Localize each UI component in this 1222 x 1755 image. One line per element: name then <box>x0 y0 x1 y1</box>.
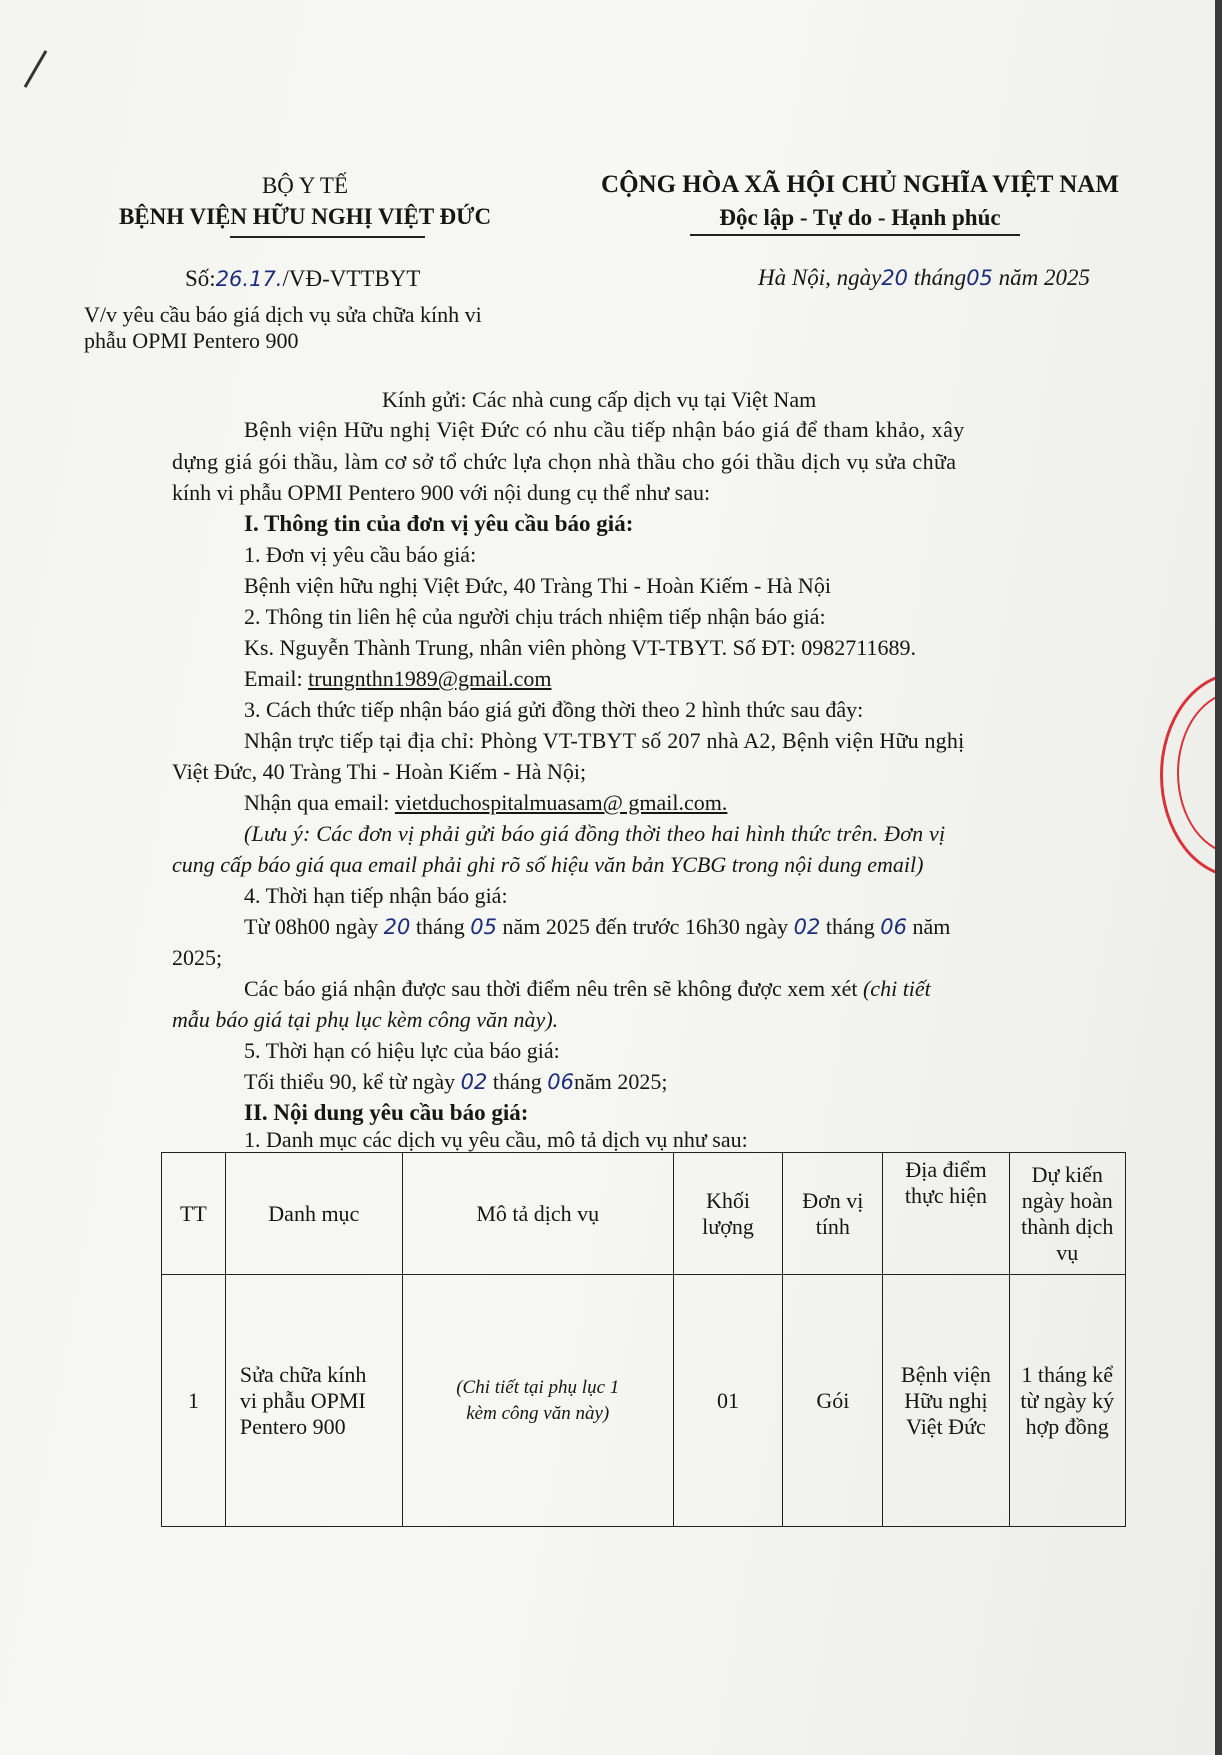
s1-item3-label: 3. Cách thức tiếp nhận báo giá gửi đồng thời theo 2 hình thức sau đây: <box>244 697 864 722</box>
s1-email-line: Email: trungnthn1989@gmail.com <box>244 666 552 691</box>
s1-note-1: (Lưu ý: Các đơn vị phải gửi báo giá đồng thời theo hai hình thức trên. Đơn vị <box>244 821 946 846</box>
s1-item2-value: Ks. Nguyễn Thành Trung, nhân viên phòng VT-TBYT. Số ĐT: 0982711689. <box>244 635 916 660</box>
hospital-name: BỆNH VIỆN HỮU NGHỊ VIỆT ĐỨC <box>118 204 492 229</box>
intro-line-1: Bệnh viện Hữu nghị Việt Đức có nhu cầu tiếp nhận báo giá để tham khảo, xây <box>244 417 965 442</box>
th-category: Danh mục <box>225 1153 402 1275</box>
s1-note-2: cung cấp báo giá qua email phải ghi rõ số hiệu văn bản YCBG trong nội dung email) <box>172 852 924 877</box>
section-1-heading: I. Thông tin của đơn vị yêu cầu báo giá: <box>244 511 634 536</box>
s1-late-line-2: mẫu báo giá tại phụ lục kèm công văn này). <box>172 1007 559 1032</box>
ministry-name: BỘ Y TẾ <box>261 173 349 198</box>
s1-item4-period: Từ 08h00 ngày 20 tháng 05 năm 2025 đến trước 16h30 ngày 02 tháng 06 năm <box>244 914 951 939</box>
contact-email-link[interactable]: trungnthn1989@gmail.com <box>308 666 552 691</box>
red-seal-inner-ring <box>1177 691 1215 855</box>
cell-location: Bệnh viện Hữu nghị Việt Đức <box>883 1275 1009 1527</box>
subject-line-1: V/v yêu cầu báo giá dịch vụ sửa chữa kính vi <box>84 302 482 327</box>
procurement-email-link[interactable]: vietduchospitalmuasam@ gmail.com. <box>394 790 728 815</box>
section-2-heading: II. Nội dung yêu cầu báo giá: <box>244 1100 529 1125</box>
th-description: Mô tả dịch vụ <box>402 1153 673 1275</box>
doc-number: Số:26.17./VĐ-VTTBYT <box>185 266 421 291</box>
table-row <box>162 1275 1126 1527</box>
doc-number-handwritten: 26.17. <box>215 267 283 291</box>
pen-mark <box>24 50 48 88</box>
th-quantity: Khối lượng <box>673 1153 783 1275</box>
s1-item4-year: 2025; <box>172 945 223 970</box>
table-header-row <box>162 1153 1126 1275</box>
cell-description: (Chi tiết tại phụ lục 1 kèm công văn này) <box>402 1275 673 1527</box>
service-request-table <box>161 1152 1126 1527</box>
intro-line-2: dựng giá gói thầu, làm cơ sở tổ chức lựa chọn nhà thầu cho gói thầu dịch vụ sửa chữa <box>172 449 957 474</box>
red-seal-stamp <box>1160 672 1215 878</box>
th-location: Địa điểm thực hiện <box>883 1153 1009 1275</box>
s1-item3-direct-1: Nhận trực tiếp tại địa chỉ: Phòng VT-TBYT số 207 nhà A2, Bệnh viện Hữu nghị <box>244 728 965 753</box>
header-right <box>560 168 1160 234</box>
s1-item5-value: Tối thiểu 90, kể từ ngày 02 tháng 06năm 2025; <box>244 1069 668 1094</box>
cell-unit: Gói <box>783 1275 883 1527</box>
s1-item3-email-line: Nhận qua email: vietduchospitalmuasam@ gmail.com. <box>244 790 728 815</box>
date-line: Hà Nội, ngày20 tháng05 năm 2025 <box>758 265 1091 290</box>
s2-item1-label: 1. Danh mục các dịch vụ yêu cầu, mô tả dịch vụ như sau: <box>244 1127 748 1152</box>
nation-name: CỘNG HÒA XÃ HỘI CHỦ NGHĨA VIỆT NAM <box>601 171 1119 198</box>
header-left-underline <box>230 236 425 238</box>
th-tt: TT <box>162 1153 226 1275</box>
motto: Độc lập - Tự do - Hạnh phúc <box>719 205 1001 230</box>
motto-underline <box>690 234 1020 236</box>
cell-quantity: 01 <box>673 1275 783 1527</box>
s1-item5-label: 5. Thời hạn có hiệu lực của báo giá: <box>244 1038 560 1063</box>
cell-tt: 1 <box>162 1275 226 1527</box>
s1-late-line-1: Các báo giá nhận được sau thời điểm nêu trên sẽ không được xem xét (chi tiết <box>244 976 931 1001</box>
intro-line-3: kính vi phẫu OPMI Pentero 900 với nội dung cụ thể như sau: <box>172 480 711 505</box>
subject-line-2: phẫu OPMI Pentero 900 <box>84 328 299 353</box>
s1-item2-label: 2. Thông tin liên hệ của người chịu trách nhiệm tiếp nhận báo giá: <box>244 604 826 629</box>
salutation: Kính gửi: Các nhà cung cấp dịch vụ tại Việt Nam <box>382 387 817 412</box>
s1-item4-label: 4. Thời hạn tiếp nhận báo giá: <box>244 883 508 908</box>
header-left <box>60 170 550 232</box>
th-completion: Dự kiến ngày hoàn thành dịch vụ <box>1009 1153 1126 1275</box>
th-unit: Đơn vị tính <box>783 1153 883 1275</box>
cell-category: Sửa chữa kính vi phẫu OPMI Pentero 900 <box>225 1275 402 1527</box>
s1-item1-label: 1. Đơn vị yêu cầu báo giá: <box>244 542 477 567</box>
cell-completion: 1 tháng kể từ ngày ký hợp đồng <box>1009 1275 1126 1527</box>
s1-item3-direct-2: Việt Đức, 40 Tràng Thi - Hoàn Kiếm - Hà Nội; <box>172 759 587 784</box>
s1-item1-value: Bệnh viện hữu nghị Việt Đức, 40 Tràng Thi - Hoàn Kiếm - Hà Nội <box>244 573 831 598</box>
